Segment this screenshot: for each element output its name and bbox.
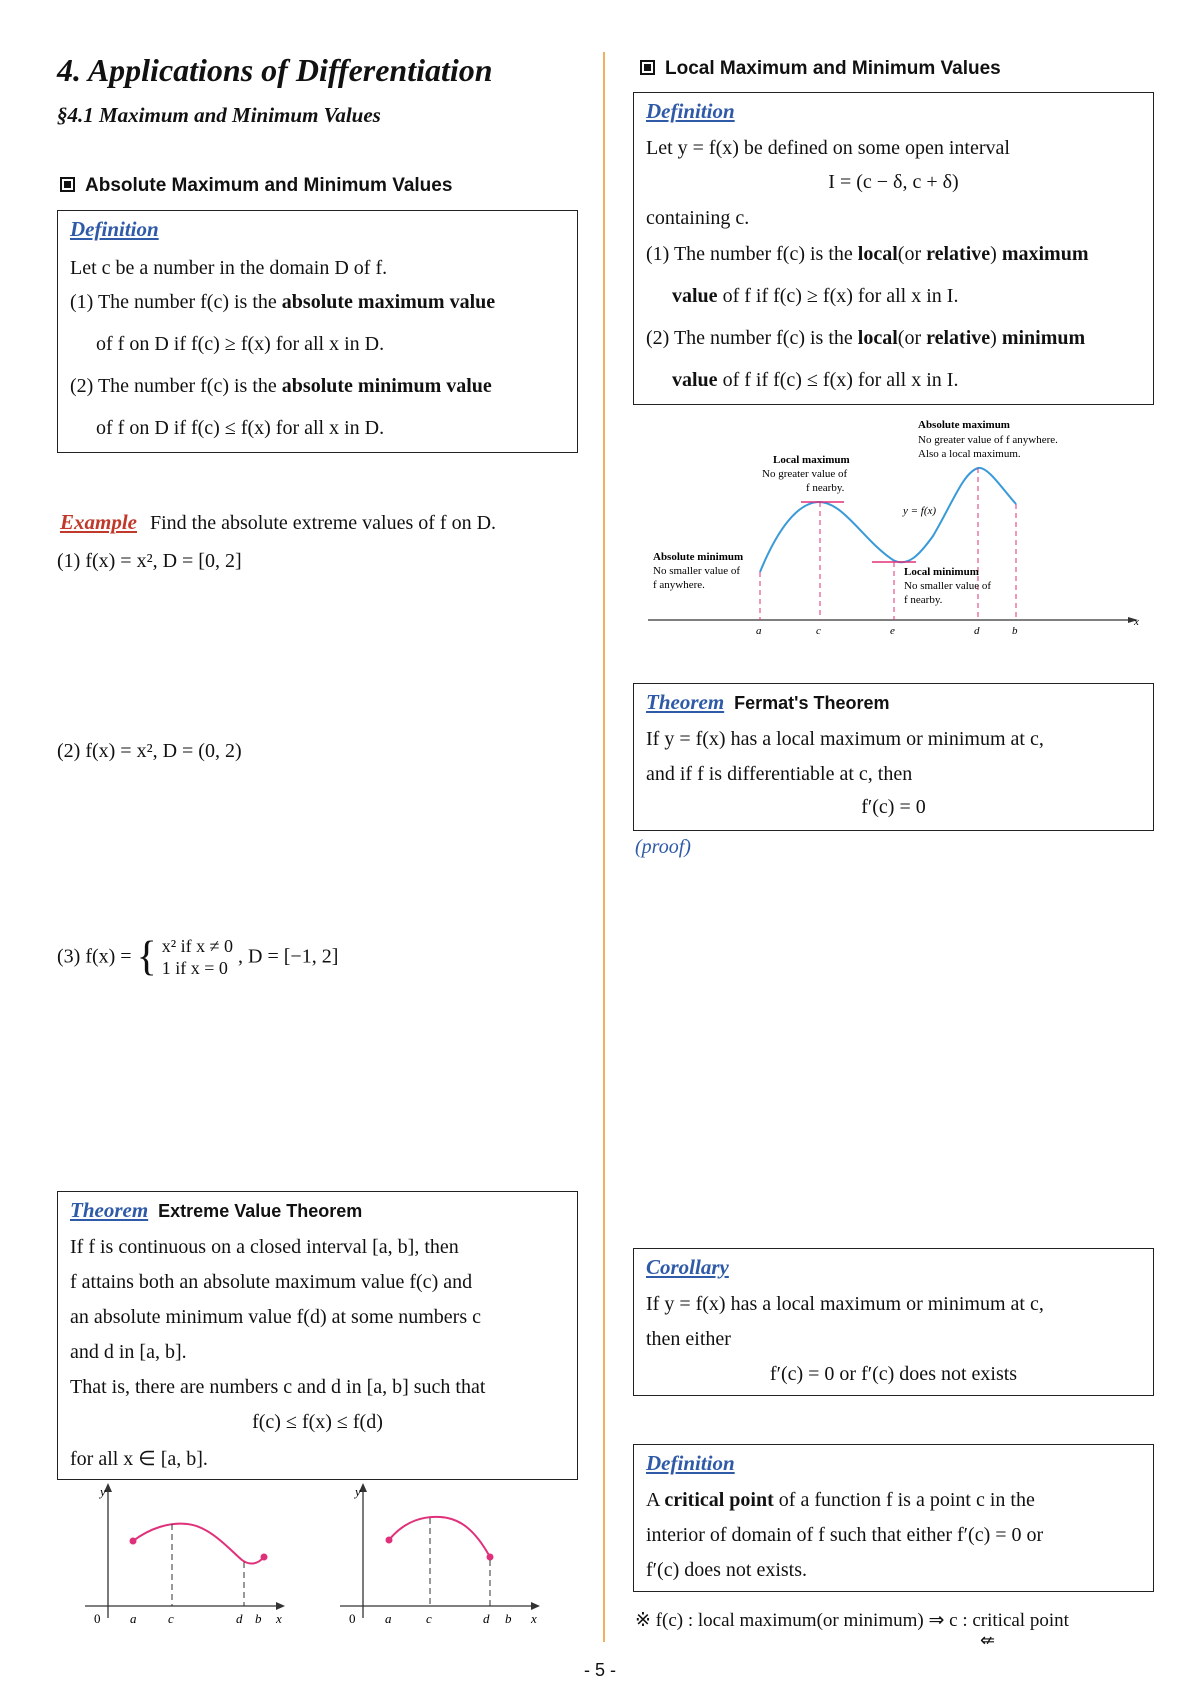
abs-max-title: Absolute maximum bbox=[918, 419, 1010, 431]
b-label: b bbox=[505, 1611, 512, 1626]
section-title: §4.1 Maximum and Minimum Values bbox=[57, 103, 381, 127]
def2-line-4: (1) The number f(c) is the local(or relative) maximum bbox=[646, 243, 1089, 265]
fermat-line-2: and if f is differentiable at c, then bbox=[646, 763, 913, 785]
definition-label: Definition bbox=[646, 1451, 735, 1475]
evt-line-2: f attains both an absolute maximum value f(c) and bbox=[70, 1271, 473, 1293]
function-curve bbox=[760, 468, 1016, 572]
a-label: a bbox=[130, 1611, 137, 1626]
loc-min-line-1: No smaller value of bbox=[904, 580, 992, 592]
def2-line-3: containing c. bbox=[646, 207, 750, 229]
corollary-line-3: f′(c) = 0 or f′(c) does not exists bbox=[769, 1363, 1018, 1385]
x-label: x bbox=[531, 1611, 537, 1626]
square-bullet-icon bbox=[640, 60, 655, 75]
fermat-line-1: If y = f(x) has a local maximum or minimum at c, bbox=[646, 728, 1044, 750]
def3-line-3: f′(c) does not exists. bbox=[646, 1559, 808, 1581]
theorem-label: Theorem bbox=[70, 1198, 149, 1222]
a-label: a bbox=[385, 1611, 392, 1626]
example-part-3: (3) f(x) = { x² if x ≠ 0 1 if x = 0 , D = [−1, 2] bbox=[57, 934, 339, 980]
def1-line-2: (1) The number f(c) is the absolute maximum value bbox=[70, 291, 496, 313]
curve-label: y = f(x) bbox=[903, 505, 937, 517]
def3-line-1: A critical point of a function f is a point c in the bbox=[646, 1489, 1035, 1511]
definition-label: Definition bbox=[70, 217, 159, 241]
tick-b: b bbox=[1012, 625, 1018, 637]
piecewise-brace: { bbox=[136, 934, 157, 980]
definition-label: Definition bbox=[646, 99, 735, 123]
x-axis-arrow-icon bbox=[276, 1602, 285, 1610]
example-heading: Example Find the absolute extreme values of f on D. bbox=[60, 510, 497, 534]
def1-line-1: Let c be a number in the domain D of f. bbox=[70, 257, 388, 279]
local-extrema-heading: Local Maximum and Minimum Values bbox=[640, 58, 1001, 80]
endpoint-a bbox=[130, 1538, 137, 1545]
chapter-title: 4. Applications of Differentiation bbox=[57, 52, 493, 88]
c-label: c bbox=[426, 1611, 432, 1626]
fermat-theorem-box: Theorem Fermat's Theorem If y = f(x) has a local maximum or minimum at c, and if f is differentiable at c, then f′(c) = 0 bbox=[633, 683, 1154, 831]
corollary-label: Corollary bbox=[646, 1255, 729, 1279]
column-divider bbox=[603, 52, 605, 1642]
corollary-box bbox=[633, 1248, 1154, 1396]
evt-graph-1 bbox=[80, 1480, 290, 1630]
loc-min-title: Local minimum bbox=[904, 566, 979, 578]
origin-label: 0 bbox=[94, 1611, 101, 1626]
x-axis-arrow-icon bbox=[531, 1602, 540, 1610]
evt-line-7: for all x ∈ [a, b]. bbox=[70, 1448, 208, 1470]
def1-line-5: of f on D if f(c) ≤ f(x) for all x in D. bbox=[96, 417, 385, 439]
d-label: d bbox=[483, 1611, 490, 1626]
tick-c: c bbox=[816, 625, 821, 637]
critical-point-note: ※ f(c) : local maximum(or minimum) ⇒ c : critical point bbox=[635, 1610, 1069, 1631]
corollary-line-2: then either bbox=[646, 1328, 731, 1350]
theorem-label: Theorem bbox=[646, 690, 725, 714]
y-label: y bbox=[355, 1484, 361, 1499]
evt-line-3: an absolute minimum value f(d) at some numbers c bbox=[70, 1306, 482, 1328]
definition-absolute-box bbox=[57, 210, 578, 453]
def1-line-3: of f on D if f(c) ≥ f(x) for all x in D. bbox=[96, 333, 385, 355]
y-label: y bbox=[100, 1484, 106, 1499]
abs-min-line-1: No smaller value of bbox=[653, 565, 741, 577]
tick-a: a bbox=[756, 625, 762, 637]
definition-local-box bbox=[633, 92, 1154, 405]
endpoint-b bbox=[261, 1554, 268, 1561]
def1-line-4: (2) The number f(c) is the absolute minimum value bbox=[70, 375, 492, 397]
tick-x: x bbox=[1134, 616, 1139, 628]
abs-max-line-1: No greater value of f anywhere. bbox=[918, 434, 1058, 446]
def3-line-2: interior of domain of f such that either f′(c) = 0 or bbox=[646, 1524, 1044, 1546]
c-label: c bbox=[168, 1611, 174, 1626]
critical-point-definition-box bbox=[633, 1444, 1154, 1592]
def2-line-2: I = (c − δ, c + δ) bbox=[828, 171, 959, 193]
d-label: d bbox=[236, 1611, 243, 1626]
abs-min-title: Absolute minimum bbox=[653, 551, 744, 563]
loc-max-title: Local maximum bbox=[773, 454, 850, 466]
page-number: - 5 - bbox=[583, 1660, 616, 1680]
example-part-1: (1) f(x) = x², D = [0, 2] bbox=[57, 550, 242, 572]
fermat-line-3: f′(c) = 0 bbox=[861, 796, 926, 818]
b-label: b bbox=[255, 1611, 262, 1626]
converse-false-icon: ⇍ bbox=[980, 1630, 996, 1650]
evt-line-1: If f is continuous on a closed interval [a, b], then bbox=[70, 1236, 459, 1258]
example-label: Example bbox=[60, 510, 137, 534]
abs-max-line-2: Also a local maximum. bbox=[918, 448, 1021, 460]
absolute-extrema-heading: Absolute Maximum and Minimum Values bbox=[60, 175, 452, 197]
loc-max-line-1: No greater value of bbox=[762, 468, 848, 480]
origin-label: 0 bbox=[349, 1611, 356, 1626]
extreme-value-theorem-box: Theorem Extreme Value Theorem If f is continuous on a closed interval [a, b], then f attains both an absolute maximum value f(c) and an absolute minimum value f(d) at some numbers c and d in [a, b]. That is, there are numbers c and d in [a, b] such that f(c) ≤ f(x) ≤ f(d) for all x ∈ [a, b]. bbox=[57, 1191, 578, 1480]
evt-line-6: f(c) ≤ f(x) ≤ f(d) bbox=[252, 1411, 383, 1433]
def2-line-5: value of f if f(c) ≥ f(x) for all x in I. bbox=[672, 285, 959, 307]
extrema-figure bbox=[648, 418, 1148, 640]
abs-min-line-2: f anywhere. bbox=[653, 579, 705, 591]
example-part-2: (2) f(x) = x², D = (0, 2) bbox=[57, 740, 242, 762]
evt-line-5: That is, there are numbers c and d in [a, b] such that bbox=[70, 1376, 486, 1398]
def2-line-6: (2) The number f(c) is the local(or relative) minimum bbox=[646, 327, 1086, 349]
proof-label: (proof) bbox=[635, 836, 691, 858]
curve-1 bbox=[133, 1524, 264, 1564]
x-label: x bbox=[276, 1611, 282, 1626]
loc-min-line-2: f nearby. bbox=[904, 594, 943, 606]
evt-graph-2 bbox=[335, 1480, 545, 1630]
def2-line-7: value of f if f(c) ≤ f(x) for all x in I. bbox=[672, 369, 959, 391]
evt-line-4: and d in [a, b]. bbox=[70, 1341, 187, 1363]
tick-d: d bbox=[974, 625, 980, 637]
endpoint-b bbox=[487, 1554, 494, 1561]
curve-2 bbox=[389, 1517, 490, 1557]
loc-max-line-2: f nearby. bbox=[806, 482, 845, 494]
endpoint-a bbox=[386, 1537, 393, 1544]
square-bullet-icon bbox=[60, 177, 75, 192]
corollary-line-1: If y = f(x) has a local maximum or minimum at c, bbox=[646, 1293, 1044, 1315]
def2-line-1: Let y = f(x) be defined on some open interval bbox=[646, 137, 1010, 159]
tick-e: e bbox=[890, 625, 895, 637]
